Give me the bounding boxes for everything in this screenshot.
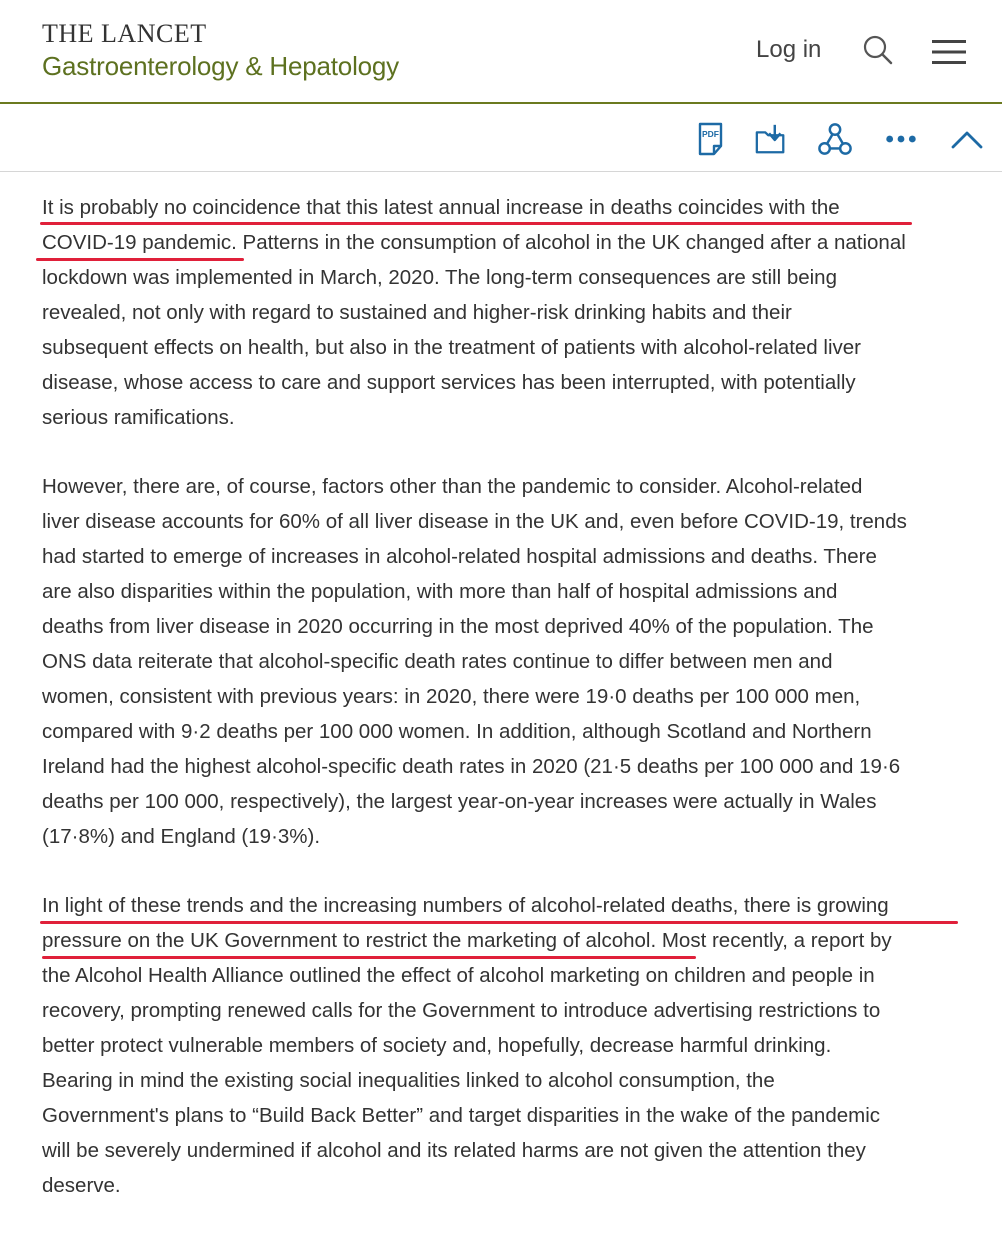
text-line: subsequent effects on health, but also in the treatment of patients with alcohol-related liver	[42, 336, 861, 359]
text-line: (17·8%) and England (19·3%).	[42, 825, 321, 848]
menu-icon[interactable]	[932, 38, 966, 66]
download-folder-icon[interactable]	[754, 122, 788, 156]
paragraph-3	[42, 888, 972, 1203]
text-line: deserve.	[42, 1174, 121, 1197]
highlight-underline	[42, 956, 696, 959]
text-line: compared with 9·2 deaths per 100 000 women. In addition, although Scotland and Northern	[42, 720, 872, 743]
text-line: women, consistent with previous years: in 2020, there were 19·0 deaths per 100 000 men,	[42, 685, 861, 708]
text-line: lockdown was implemented in March, 2020. The long-term consequences are still being	[42, 266, 837, 289]
svg-text:PDF: PDF	[702, 129, 719, 139]
text-line: Bearing in mind the existing social inequalities linked to alcohol consumption, the	[42, 1069, 775, 1092]
text-line: Government's plans to “Build Back Better” and target disparities in the wake of the pandemic	[42, 1104, 881, 1127]
highlight-underline	[40, 222, 912, 225]
text-line: recovery, prompting renewed calls for the Government to introduce advertising restrictions to	[42, 999, 881, 1022]
text-line: pressure on the UK Government to restrict the marketing of alcohol. Most recently, a report by	[42, 929, 892, 952]
text-line: In light of these trends and the increasing numbers of alcohol-related deaths, there is growing	[42, 894, 889, 917]
journal-title: THE LANCET	[42, 19, 207, 48]
collapse-icon[interactable]	[950, 122, 984, 156]
article-body	[42, 190, 972, 1237]
site-header	[0, 0, 1002, 104]
text-line: better protect vulnerable members of society and, hopefully, decrease harmful drinking.	[42, 1034, 832, 1057]
more-icon[interactable]	[884, 122, 918, 156]
login-link[interactable]: Log in	[756, 36, 822, 63]
text-line: the Alcohol Health Alliance outlined the effect of alcohol marketing on children and people in	[42, 964, 875, 987]
text-line: revealed, not only with regard to sustained and higher-risk drinking habits and their	[42, 301, 792, 324]
highlight-underline	[36, 258, 244, 261]
journal-logo[interactable]	[42, 20, 399, 82]
text-line: deaths from liver disease in 2020 occurring in the most deprived 40% of the population. The	[42, 615, 874, 638]
pdf-icon[interactable]	[694, 122, 728, 156]
highlight-underline	[40, 921, 958, 924]
text-line: serious ramifications.	[42, 406, 235, 429]
text-line: COVID-19 pandemic. Patterns in the consumption of alcohol in the UK changed after a national	[42, 231, 906, 254]
paragraph-1	[42, 190, 972, 435]
text-line: liver disease accounts for 60% of all liver disease in the UK and, even before COVID-19, trends	[42, 510, 907, 533]
text-line: deaths per 100 000, respectively), the largest year-on-year increases were actually in Wales	[42, 790, 877, 813]
share-icon[interactable]	[818, 122, 852, 156]
search-icon[interactable]	[862, 34, 894, 66]
text-line: had started to emerge of increases in alcohol-related hospital admissions and deaths. There	[42, 545, 877, 568]
text-line: are also disparities within the population, with more than half of hospital admissions and	[42, 580, 838, 603]
text-line: disease, whose access to care and support services has been interrupted, with potentially	[42, 371, 856, 394]
text-line: It is probably no coincidence that this latest annual increase in deaths coincides with the	[42, 196, 840, 219]
paragraph-2	[42, 469, 972, 854]
article-toolbar	[0, 106, 1002, 172]
text-line: ONS data reiterate that alcohol-specific death rates continue to differ between men and	[42, 650, 833, 673]
text-line: However, there are, of course, factors other than the pandemic to consider. Alcohol-related	[42, 475, 863, 498]
text-line: will be severely undermined if alcohol and its related harms are not given the attention they	[42, 1139, 866, 1162]
text-line: Ireland had the highest alcohol-specific death rates in 2020 (21·5 deaths per 100 000 and 19·6	[42, 755, 901, 778]
journal-subtitle: Gastroenterology & Hepatology	[42, 51, 399, 81]
